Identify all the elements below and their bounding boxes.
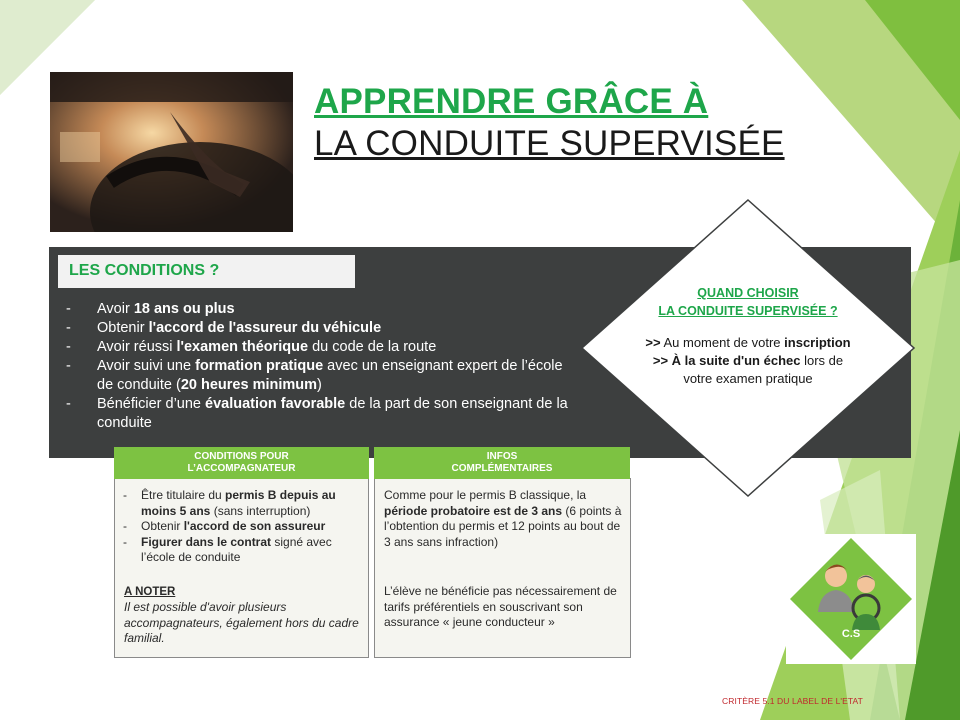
list-item: - Avoir réussi l'examen théorique du code de la route — [66, 339, 437, 355]
list-item: - Obtenir l'accord de l'assureur du véhicule — [66, 320, 382, 336]
list-item: - Être titulaire du permis B depuis au moins 5 ans (sans interruption) — [123, 488, 336, 518]
list-item: - Bénéficier d’une évaluation favorable de la part de son enseignant de la conduite — [66, 396, 568, 431]
slide-title — [314, 82, 874, 166]
conditions-heading: LES CONDITIONS ? — [69, 262, 220, 279]
supervised-driving-logo — [786, 534, 916, 664]
list-item: - Avoir 18 ans ou plus — [66, 301, 235, 317]
title-line-1: APPRENDRE GRÂCE À — [314, 82, 709, 121]
note-label: A NOTER — [124, 586, 176, 598]
title-line-2: LA CONDUITE SUPERVISÉE — [314, 124, 785, 163]
logo-label: C.S — [841, 628, 861, 640]
footer-criterion: CRITÈRE 5.1 DU LABEL DE L'ETAT — [722, 696, 863, 706]
when-to-choose-title: QUAND CHOISIR LA CONDUITE SUPERVISÉE ? — [658, 286, 838, 318]
list-item: - Figurer dans le contrat signé avec l’école de conduite — [123, 534, 332, 564]
when-to-choose-body: >> Au moment de votre inscription >> À la suite d'un échec lors de votre examen pratique — [645, 335, 851, 386]
list-item: - Avoir suivi une formation pratique avec un enseignant expert de l’école de conduite (20 heures minimum) — [66, 358, 563, 393]
when-to-choose-text — [608, 284, 888, 388]
companion-conditions-list — [120, 488, 368, 566]
info-paragraph-insurance: L’élève ne bénéficie pas nécessairement de tarifs préférentiels en souscrivant son assurance « jeune conducteur » — [384, 584, 617, 629]
companion-box-header: CONDITIONS POUR L’ACCOMPAGNATEUR — [114, 447, 369, 479]
conditions-list — [62, 300, 582, 433]
list-item: - Obtenir l'accord de son assureur — [123, 519, 326, 533]
car-photo — [50, 72, 293, 232]
note-text: Il est possible d'avoir plusieurs accompagnateurs, également hors du cadre familial. — [124, 600, 359, 645]
info-box-header: INFOS COMPLÉMENTAIRES — [374, 447, 630, 479]
info-paragraph-probation: Comme pour le permis B classique, la période probatoire est de 3 ans (6 points à l’obtention du permis et 12 points au bout de 3 ans sans infraction) — [384, 488, 622, 549]
